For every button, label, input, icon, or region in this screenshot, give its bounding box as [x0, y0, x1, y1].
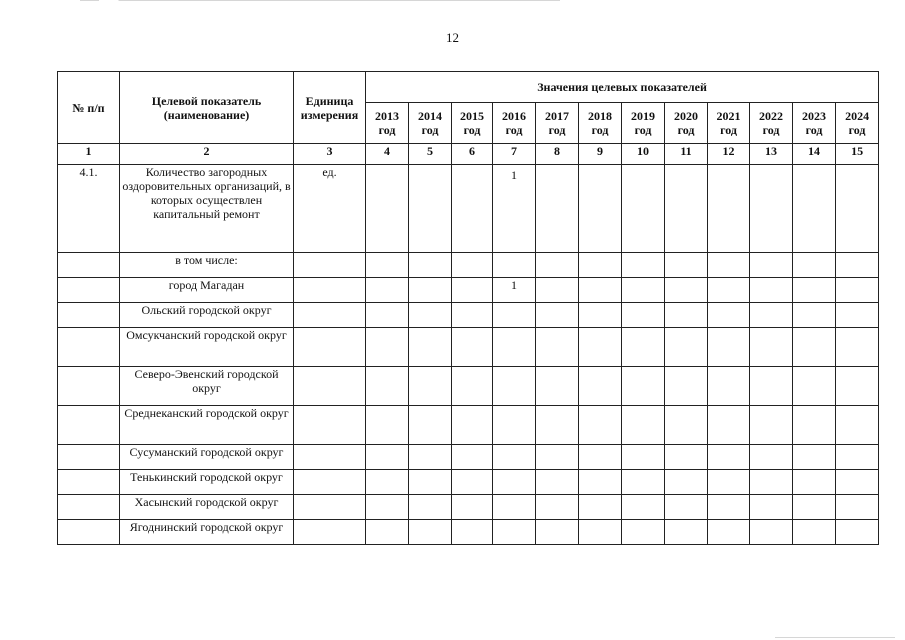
indicator-name: в том числе: — [120, 253, 294, 278]
year-suffix: год — [378, 123, 396, 137]
year-suffix: год — [421, 123, 439, 137]
table-row — [58, 165, 879, 253]
value-cell — [793, 495, 836, 520]
value-cell — [579, 165, 622, 253]
value-cell — [665, 445, 708, 470]
year-value: 2023 — [802, 109, 826, 123]
value-cell — [579, 328, 622, 367]
value-cell — [493, 406, 536, 445]
header-values-group: Значения целевых показателей — [366, 72, 879, 103]
value-cell — [750, 520, 793, 545]
year-header — [493, 103, 536, 144]
value-cell — [708, 406, 750, 445]
value-cell — [622, 165, 665, 253]
year-header — [579, 103, 622, 144]
year-value: 2014 — [418, 109, 442, 123]
value-cell — [493, 253, 536, 278]
unit-cell — [294, 470, 366, 495]
value-cell — [493, 520, 536, 545]
scan-artifact-top — [80, 0, 560, 1]
unit-cell — [294, 367, 366, 406]
value-cell — [409, 495, 452, 520]
year-suffix: год — [805, 123, 823, 137]
column-number: 14 — [793, 144, 836, 165]
value-cell — [536, 445, 579, 470]
unit-cell — [294, 253, 366, 278]
header-num: № п/п — [58, 72, 120, 144]
value-cell — [793, 445, 836, 470]
value-cell — [579, 470, 622, 495]
unit-cell — [294, 520, 366, 545]
value-cell — [579, 520, 622, 545]
table-row — [58, 470, 879, 495]
value-cell — [750, 303, 793, 328]
year-header — [366, 103, 409, 144]
year-header — [836, 103, 879, 144]
value-cell — [409, 253, 452, 278]
value-cell — [622, 406, 665, 445]
value-cell — [536, 278, 579, 303]
value-cell — [366, 328, 409, 367]
value-cell — [793, 520, 836, 545]
value-cell — [708, 495, 750, 520]
year-value: 2016 — [502, 109, 526, 123]
table-row — [58, 495, 879, 520]
value-cell — [493, 470, 536, 495]
row-number — [58, 406, 120, 445]
value-cell — [836, 470, 879, 495]
value-cell — [452, 367, 493, 406]
column-number: 8 — [536, 144, 579, 165]
value-cell — [452, 303, 493, 328]
value-cell — [452, 406, 493, 445]
value-cell — [579, 367, 622, 406]
value-cell — [708, 470, 750, 495]
value-cell — [452, 278, 493, 303]
value-cell — [452, 165, 493, 253]
year-suffix: год — [762, 123, 780, 137]
value-cell — [836, 328, 879, 367]
value-cell — [409, 470, 452, 495]
value-cell — [622, 253, 665, 278]
column-number: 7 — [493, 144, 536, 165]
unit-cell — [294, 328, 366, 367]
value-cell — [622, 303, 665, 328]
value-cell — [452, 328, 493, 367]
value-cell — [493, 495, 536, 520]
value-cell — [622, 367, 665, 406]
year-suffix: год — [463, 123, 481, 137]
column-number: 11 — [665, 144, 708, 165]
value-cell — [622, 495, 665, 520]
value-cell — [536, 303, 579, 328]
indicator-name: Омсукчанский городской округ — [120, 328, 294, 367]
year-suffix: год — [677, 123, 695, 137]
column-number: 4 — [366, 144, 409, 165]
value-cell — [708, 278, 750, 303]
value-cell — [750, 328, 793, 367]
value-cell — [579, 495, 622, 520]
value-cell — [750, 495, 793, 520]
value-cell — [493, 328, 536, 367]
year-header — [793, 103, 836, 144]
row-number: 4.1. — [58, 165, 120, 253]
year-header — [409, 103, 452, 144]
year-value: 2021 — [716, 109, 741, 123]
value-cell — [836, 495, 879, 520]
value-cell — [536, 520, 579, 545]
unit-cell — [294, 445, 366, 470]
value-cell — [665, 406, 708, 445]
value-cell — [750, 278, 793, 303]
value-cell — [366, 445, 409, 470]
value-cell — [493, 303, 536, 328]
column-number: 5 — [409, 144, 452, 165]
table-row — [58, 328, 879, 367]
value-cell — [536, 367, 579, 406]
value-cell — [366, 367, 409, 406]
year-header — [622, 103, 665, 144]
table-row — [58, 253, 879, 278]
value-cell — [452, 470, 493, 495]
indicators-table — [57, 71, 879, 545]
value-cell — [665, 278, 708, 303]
value-cell — [409, 367, 452, 406]
value-cell — [536, 253, 579, 278]
value-cell — [579, 445, 622, 470]
value-cell: 1 — [493, 165, 536, 253]
value-cell — [536, 328, 579, 367]
value-cell — [409, 165, 452, 253]
page-number: 12 — [446, 30, 459, 45]
value-cell — [665, 165, 708, 253]
value-cell — [708, 328, 750, 367]
value-cell — [836, 278, 879, 303]
scan-artifact-bottom — [775, 637, 895, 638]
value-cell — [409, 445, 452, 470]
value-cell — [750, 367, 793, 406]
header-name: Целевой показатель (наименование) — [120, 72, 294, 144]
year-suffix: год — [548, 123, 566, 137]
value-cell — [409, 278, 452, 303]
unit-cell: ед. — [294, 165, 366, 253]
indicator-name: Количество загородных оздоровительных организаций, в которых осуществлен капитальный ремонт — [120, 165, 294, 253]
year-header — [536, 103, 579, 144]
value-cell — [750, 253, 793, 278]
row-number — [58, 445, 120, 470]
indicator-name: Хасынский городской округ — [120, 495, 294, 520]
value-cell — [836, 253, 879, 278]
value-cell — [452, 495, 493, 520]
value-cell — [409, 303, 452, 328]
value-cell — [750, 445, 793, 470]
value-cell — [793, 303, 836, 328]
value-cell — [750, 470, 793, 495]
value-cell — [665, 367, 708, 406]
year-value: 2017 — [545, 109, 569, 123]
column-number: 2 — [120, 144, 294, 165]
unit-cell — [294, 303, 366, 328]
unit-cell — [294, 406, 366, 445]
value-cell — [452, 253, 493, 278]
year-suffix: год — [505, 123, 523, 137]
table-row — [58, 520, 879, 545]
table-row — [58, 406, 879, 445]
value-cell — [409, 520, 452, 545]
value-cell — [708, 253, 750, 278]
year-header — [665, 103, 708, 144]
value-cell — [708, 520, 750, 545]
indicator-name: Сусуманский городской округ — [120, 445, 294, 470]
value-cell — [622, 520, 665, 545]
year-header — [708, 103, 750, 144]
value-cell — [793, 367, 836, 406]
value-cell — [493, 445, 536, 470]
value-cell — [579, 406, 622, 445]
header-unit: Единица измерения — [294, 72, 366, 144]
year-header — [750, 103, 793, 144]
value-cell — [409, 406, 452, 445]
value-cell — [793, 406, 836, 445]
value-cell — [579, 278, 622, 303]
year-suffix: год — [591, 123, 609, 137]
table-row — [58, 445, 879, 470]
column-number: 1 — [58, 144, 120, 165]
value-cell — [366, 303, 409, 328]
value-cell — [665, 328, 708, 367]
value-cell — [366, 406, 409, 445]
indicator-name: Тенькинский городской округ — [120, 470, 294, 495]
value-cell — [536, 406, 579, 445]
column-number: 12 — [708, 144, 750, 165]
column-number: 13 — [750, 144, 793, 165]
value-cell — [665, 470, 708, 495]
table-row — [58, 303, 879, 328]
row-number — [58, 367, 120, 406]
year-value: 2020 — [674, 109, 698, 123]
value-cell — [708, 367, 750, 406]
year-value: 2013 — [375, 109, 399, 123]
value-cell — [622, 278, 665, 303]
year-header — [452, 103, 493, 144]
indicator-name: город Магадан — [120, 278, 294, 303]
value-cell — [793, 470, 836, 495]
value-cell — [793, 253, 836, 278]
value-cell — [452, 445, 493, 470]
value-cell — [366, 470, 409, 495]
value-cell — [750, 406, 793, 445]
column-number: 3 — [294, 144, 366, 165]
column-number: 10 — [622, 144, 665, 165]
unit-cell — [294, 495, 366, 520]
value-cell — [409, 328, 452, 367]
value-cell — [836, 406, 879, 445]
value-cell — [622, 445, 665, 470]
year-value: 2024 — [845, 109, 870, 123]
value-cell — [793, 328, 836, 367]
indicator-name: Северо-Эвенский городской округ — [120, 367, 294, 406]
value-cell — [366, 520, 409, 545]
value-cell — [836, 367, 879, 406]
value-cell — [665, 303, 708, 328]
value-cell — [366, 278, 409, 303]
value-cell — [665, 253, 708, 278]
value-cell — [622, 328, 665, 367]
column-number: 9 — [579, 144, 622, 165]
value-cell — [836, 165, 879, 253]
indicator-name: Ольский городской округ — [120, 303, 294, 328]
column-number: 15 — [836, 144, 879, 165]
year-value: 2022 — [759, 109, 783, 123]
column-number: 6 — [452, 144, 493, 165]
value-cell — [366, 495, 409, 520]
value-cell — [708, 445, 750, 470]
value-cell — [750, 165, 793, 253]
value-cell — [793, 165, 836, 253]
year-suffix: год — [848, 123, 866, 137]
indicator-name: Ягоднинский городской округ — [120, 520, 294, 545]
year-value: 2019 — [631, 109, 655, 123]
value-cell — [366, 165, 409, 253]
value-cell — [793, 278, 836, 303]
value-cell — [665, 495, 708, 520]
value-cell — [579, 253, 622, 278]
row-number — [58, 278, 120, 303]
value-cell — [536, 165, 579, 253]
value-cell — [452, 520, 493, 545]
year-value: 2018 — [588, 109, 612, 123]
value-cell — [708, 165, 750, 253]
row-number — [58, 470, 120, 495]
value-cell — [622, 470, 665, 495]
value-cell — [836, 520, 879, 545]
value-cell — [665, 520, 708, 545]
unit-cell — [294, 278, 366, 303]
table-row — [58, 278, 879, 303]
row-number — [58, 520, 120, 545]
value-cell — [836, 445, 879, 470]
value-cell: 1 — [493, 278, 536, 303]
value-cell — [493, 367, 536, 406]
year-value: 2015 — [460, 109, 484, 123]
column-number-row — [58, 144, 879, 165]
indicator-name: Среднеканский городской округ — [120, 406, 294, 445]
value-cell — [836, 303, 879, 328]
table-row — [58, 367, 879, 406]
value-cell — [579, 303, 622, 328]
value-cell — [366, 253, 409, 278]
year-suffix: год — [634, 123, 652, 137]
row-number — [58, 253, 120, 278]
year-suffix: год — [720, 123, 737, 137]
row-number — [58, 495, 120, 520]
value-cell — [708, 303, 750, 328]
value-cell — [536, 470, 579, 495]
row-number — [58, 328, 120, 367]
value-cell — [536, 495, 579, 520]
row-number — [58, 303, 120, 328]
